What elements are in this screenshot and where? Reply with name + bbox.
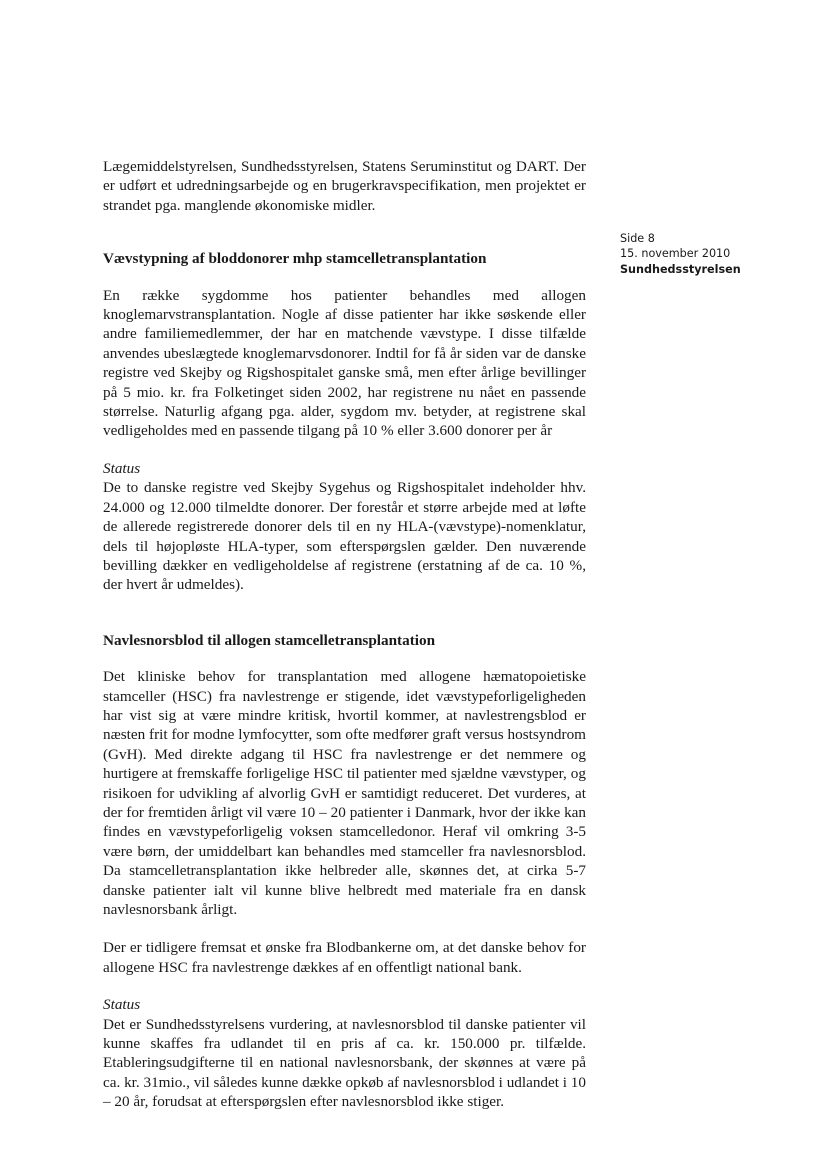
section1-status-label: Status [103,459,141,477]
document-date: 15. november 2010 [620,247,731,261]
intro-paragraph: Lægemiddelstyrelsen, Sundhedsstyrelsen, Statens Seruminstitut og DART. Der er udført et udredningsarbejde og en brugerkravspecifikation, men projektet er strandet pga. manglende økonomiske midler. [103,158,586,214]
agency-name: Sundhedsstyrelsen [620,262,741,276]
page-number: Side 8 [620,232,655,245]
section2-status-text: Det er Sundhedsstyrelsens vurdering, at navlesnorsblod til danske patienter vil kunne skaffes fra udlandet til en pris af ca. kr. 150.000 pr. tilfælde. Etableringsudgifterne til en national navlesnorsbank, der skønnes at være på ca. kr. 31mio., vil således kunne dække opkøb af navlesnorsblod i udlandet i 10 – 20 år, forudsat at efterspørgslen efter navlesnorsblod ikke stiger. [103,1015,586,1111]
section2-status-label: Status [103,996,141,1014]
main-text [103,157,586,1112]
section1-body: En række sygdomme hos patienter behandles med allogen knoglemarvstransplantation. Nogle af disse patienter har ikke søskende eller andre familiemedlemmer, der har en matchende vævstype. I disse tilfælde anvendes ubeslægtede knoglemarvsdonorer. Indtil for få år siden var de danske registre ved Skejby og Rigshospitalet ganske små, men efter årlige bevillinger på 5 mio. kr. fra Folketinget siden 2002, har registrene nu nået en passende størrelse. Naturlig afgang pga. alder, sygdom mv. betyder, at registrene skal vedligeholdes med en passende tilgang på 10 % eller 3.600 donorer per år [103,286,586,440]
section2-body-2: Der er tidligere fremsat et ønske fra Blodbankerne om, at det danske behov for allogene HSC fra navlestrenge dækkes af en offentligt national bank. [103,939,586,976]
section-heading-tissue-typing: Vævstypning af bloddonorer mhp stamcelletransplantation [103,250,487,268]
section1-status-text: De to danske registre ved Skejby Sygehus og Rigshospitalet indeholder hhv. 24.000 og 12.000 tilmeldte donorer. Der forestår et større arbejde med at løfte de allerede registrerede donorer dels til en ny HLA-(vævstype)-nomenklatur, dels til højopløste HLA-typer, som efterspørgslen gælder. Den nuværende bevilling dækker en vedligeholdelse af registrene (erstatning af de ca. 10 %, der hvert år udmeldes). [103,479,586,594]
section-heading-cord-blood: Navlesnorsblod til allogen stamcelletransplantation [103,631,436,649]
section2-body-1: Det kliniske behov for transplantation med allogene hæmatopoietiske stamceller (HSC) fra navlestrenge er stigende, idet vævstypeforligeligheden har vist sig at være mindre kritisk, hvortil kommer, at navlestrengsblod er næsten frit for modne lymfocytter, som ofte medfører graft versus hostsyndrom (GvH). Med direkte adgang til HSC fra navlestrenge er det nemmere og hurtigere at fremskaffe forligelige HSC til patienter med sjældne vævstyper, og risikoen for udvikling af alvorlig GvH er samtidigt reduceret. Det vurderes, at der for fremtiden årligt vil være 10 – 20 patienter i Danmark, hvor der ikke kan findes en vævstypeforligelig voksen stamcelledonor. Heraf vil omkring 3-5 være børn, der umiddelbart kan behandles med stamceller fra navlesnorsblod. Da stamcelletransplantation ikke helbreder alle, skønnes det, at cirka 5-7 danske patienter ialt vil kunne blive helbredt med materiale fra en dansk navlesnorsbank årligt. [103,668,586,918]
page-sidebar [620,231,790,277]
